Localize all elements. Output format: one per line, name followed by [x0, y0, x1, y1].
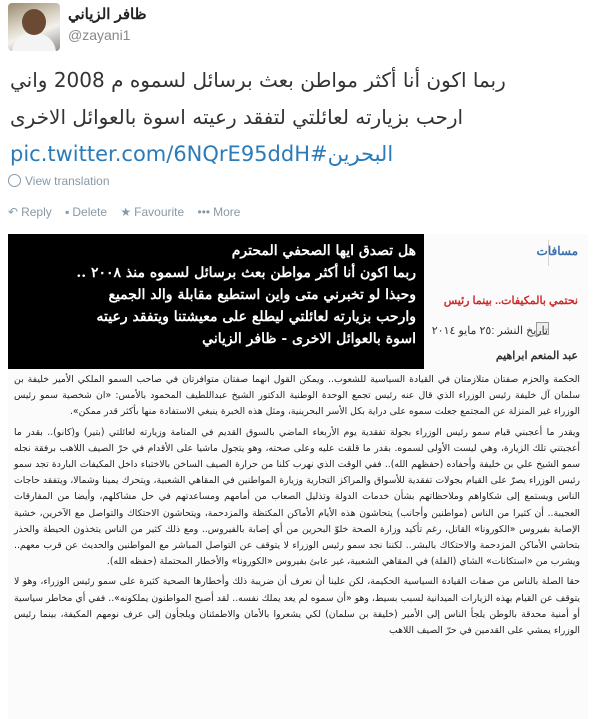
section-tab: مسافات	[536, 244, 578, 258]
more-label: More	[213, 205, 241, 219]
globe-icon	[8, 174, 21, 187]
trash-icon: ▪	[65, 205, 70, 219]
tweet-line-3	[10, 136, 592, 173]
tweet-line-2: ارحب بزيارته لعائلتي لتفقد رعيته اسوة بالعوائل الاخرى	[10, 105, 464, 129]
overlay-line-4: وارحب بزيارته لعائلتي ليطلع على معيشتنا ويتفقد رعيته	[96, 309, 416, 325]
overlay-line-2: ربما اكون أنا أكثر مواطن بعث برسائل لسموه منذ ٢٠٠٨ ..	[76, 265, 416, 281]
article-paragraph-3: حقا الصلة بالناس من صفات القيادة السياسية الحكيمة، لكن علينا أن نعرف أن ضريبة ذلك وأخطارها الصحية كثيرة على سمو رئيس الوزراء، وهو لا يتوقف عن القيام بهذه الزيارات الميدانية لسبب بسيط، وهو «أن سموه لم يعد يملك نفسه.. لقد أصبح المواطنون يملكونه».. ففي أي مخاطر سياسية أو أمنية محدقة بالوطن يلجأ الناس إلى الأمير (خليفة بن سلمان) لكي يشعروا بالأمان والاطمئنان ويلجأون إلى عرف نومهم المكيفة، بينما رئيس الوزراء يمشي على القدمين في حرّ الصيف اللاهب	[14, 576, 580, 637]
article-paragraph-1: الحكمة والحزم صفتان متلازمتان في القيادة السياسية للشعوب.. ويمكن القول انهما صفتان متوافرتان في صاحب السمو الملكي الأمير خليفة بن سلمان آل خليفة رئيس الوزراء الذي قال عنه رئيس تجمع الوحدة الوطنية الدكتور الشيخ عبداللطيف المحمود بالأمس: «ان شخصية سمو رئيس الوزراء غير المنزلة عن المجتمع جعلت سموه على دراية بكل الأسر البحرينية، ومثل هذه الخبرة ينبغي الاستفادة منها بأكثر قدر ممكن».	[14, 374, 580, 418]
profile-name[interactable]: ظافر الزياني	[68, 6, 147, 23]
tweet-text	[10, 62, 592, 173]
overlay-line-3: وحبذا لو تخبرني متى واين استطيع مقابلة والد الجميع	[108, 287, 416, 303]
view-translation-label: View translation	[25, 174, 110, 188]
star-icon: ★	[120, 205, 132, 219]
more-button[interactable]	[198, 205, 241, 219]
favourite-label: Favourite	[134, 205, 185, 219]
favourite-button[interactable]	[120, 205, 184, 219]
more-icon: •••	[197, 205, 211, 219]
tweet-line-1: ربما اكون أنا أكثر مواطن بعث برسائل لسموه م 2008 واني	[10, 68, 506, 92]
profile-handle[interactable]: @zayani1	[68, 27, 131, 43]
overlay-line-5: اسوة بالعوائل الاخرى - ظافر الزياني	[202, 331, 416, 347]
hashtag-link[interactable]: #البحرين	[310, 142, 394, 166]
overlay-line-1: هل تصدق ايها الصحفي المحترم	[231, 243, 416, 259]
delete-label: Delete	[72, 205, 108, 219]
tweet-media-link[interactable]: pic.twitter.com/6NQrE95ddH	[10, 142, 310, 166]
avatar[interactable]	[8, 3, 60, 51]
attached-article-image[interactable]	[8, 234, 588, 719]
article-headline: نحتمي بالمكيفات.. بينما رئيس	[443, 295, 578, 307]
article-author: عبد المنعم ابراهيم	[495, 350, 578, 362]
overlay-caption	[8, 234, 424, 369]
article-paragraph-2: ويقدر ما أعجبني قيام سمو رئيس الوزراء بجولة تفقدية يوم الأربعاء الماضي بالسوق القديم في المنامة وزيارته لعائلتي (بتير) و(كانو).. بقدر ما أعجبتني تلك الزيارة، وهي ليست الأولى لسموه. بقدر ما قلقت عليه وعلى صحته، وهو يتجول ماشيا على الأقدام في حرّ الصيف اللاهب برفقة نجله سمو الشيخ علي بن خليفة وأحفاده (حفظهم الله).. ففي الوقت الذي نهرب كلنا من حرارة الصيف الساخن بالاختباء داخل المكيفات الباردة تجد سمو رئيس الوزراء يصرّ على القيام بجولات تفقدية للأسواق والمراكز التجارية وزيارة المواطنين في المقاهي الشعبية، ويتحرك يمينا وشمالا، ويتفقد حاجات الناس ويستمع إلى شكاواهم وملاحظاتهم بشأن خدمات الدولة وتذليل الصعاب من أمامهم ومساعدتهم في حل مشاكلهم، وأيضا من المفارقات العجيبة.. أن كثيرا من الناس (مواطنين وأجانب) يتحاشون هذه الأيام الأماكن المكتظة والمزدحمة، ويتحاشون الاحتكاك والتواصل مع الآخرين، خشية الإصابة بفيروس «الكورونا» القاتل، رغم تأكيد وزارة الصحة خلوّ البحرين من أي إصابة بالفيروس.. ومع ذلك كثير من الناس يتخذون الحيطة والحذر بتحاشي الأماكن المزدحمة والاحتكاك بالبشر.. لكننا نجد سمو رئيس الوزراء لا يتوقف عن التواصل المباشر مع المواطنين والحديث عن قرب معهم.. ويشرب من «استكانات» الشاي (الفلة) في المقاهي الشعبية، غير عابئ بفيروس «الكورونا» والأخطار المحتملة (حفظه الله).	[14, 426, 580, 568]
tweet-header	[0, 0, 600, 55]
article-body	[14, 372, 580, 643]
publish-date: تاريخ النشر :٢٥ مايو ٢٠١٤	[431, 325, 548, 337]
tweet-actions	[8, 205, 250, 219]
delete-button[interactable]	[65, 205, 107, 219]
reply-icon: ↶	[8, 205, 19, 219]
reply-label: Reply	[21, 205, 52, 219]
reply-button[interactable]	[8, 205, 52, 219]
view-translation[interactable]	[8, 174, 110, 188]
